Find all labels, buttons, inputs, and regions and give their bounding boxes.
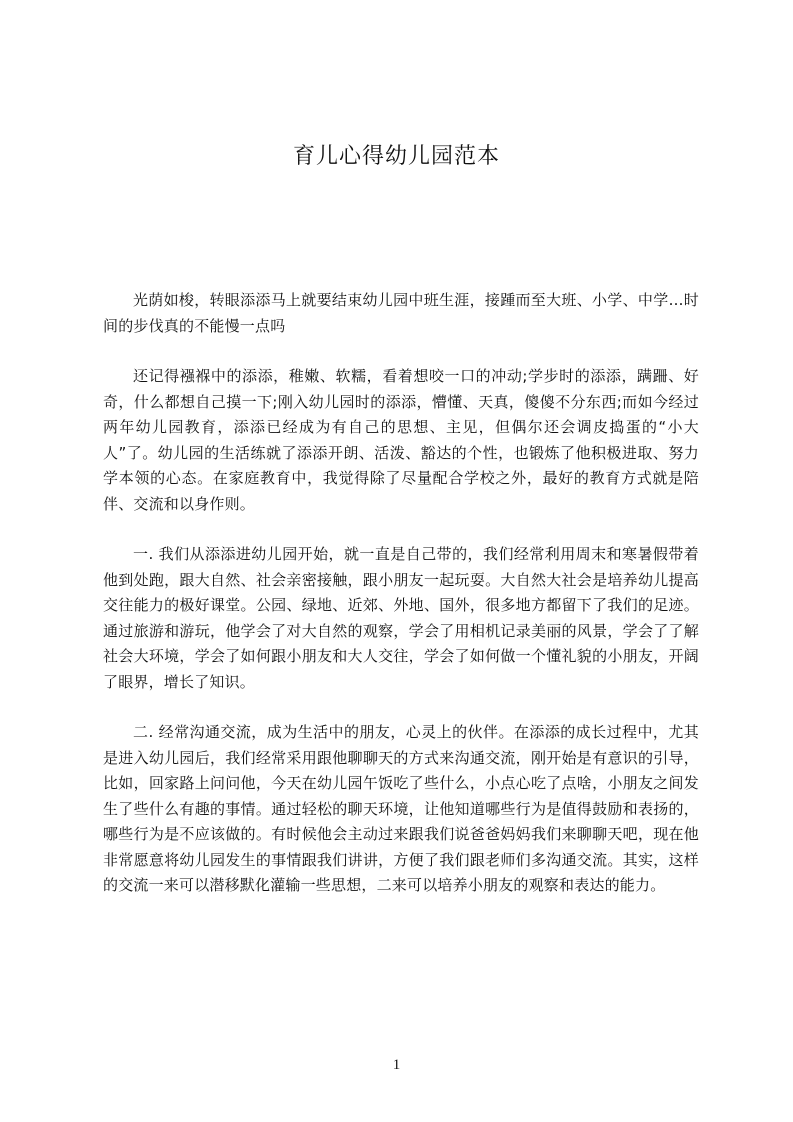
paragraph-section-two: 二. 经常沟通交流，成为生活中的朋友，心灵上的伙伴。在添添的成长过程中，尤其是进入幼儿园后，我们经常采用跟他聊聊天的方式来沟通交流，刚开始是有意识的引导，比如，回家路上问问他，今天在幼儿园午饭吃了些什么，小点心吃了点啥，小朋友之间发生了些什么有趣的事情。通过轻松的聊天环境，让他知道哪些行为是值得鼓励和表扬的，哪些行为是不应该做的。有时候他会主动过来跟我们说爸爸妈妈我们来聊聊天吧，现在他非常愿意将幼儿园发生的事情跟我们讲讲，方便了我们跟老师们多沟通交流。其实，这样的交流一来可以潜移默化灌输一些思想，二来可以培养小朋友的观察和表达的能力。 (103, 723, 699, 894)
paragraph-section-one: 一. 我们从添添进幼儿园开始，就一直是自己带的，我们经常利用周末和寒暑假带着他到处跑，跟大自然、社会亲密接触，跟小朋友一起玩耍。大自然大社会是培养幼儿提高交往能力的极好课堂。公园、绿地、近郊、外地、国外，很多地方都留下了我们的足迹。通过旅游和游玩，他学会了对大自然的观察，学会了用相机记录美丽的风景，学会了了解社会大环境，学会了如何跟小朋友和大人交往，学会了如何做一个懂礼貌的小朋友，开阔了眼界，增长了知识。 (103, 545, 699, 691)
page-number: 1 (392, 1057, 401, 1073)
paragraph-memories: 还记得襁褓中的添添，稚嫩、软糯，看着想咬一口的冲动;学步时的添添，蹒跚、好奇，什么都想自己摸一下;刚入幼儿园时的添添，懵懂、天真，傻傻不分东西;而如今经过两年幼儿园教育，添添已经成为有自己的思想、主见，但偶尔还会调皮捣蛋的“小大人”了。幼儿园的生活练就了添添开朗、活泼、豁达的个性，也锻炼了他积极进取、努力学本领的心态。在家庭教育中，我觉得除了尽量配合学校之外，最好的教育方式就是陪伴、交流和以身作则。 (103, 367, 699, 513)
document-body (103, 288, 699, 924)
document-title: 育儿心得幼儿园范本 (292, 144, 500, 169)
paragraph-intro: 光荫如梭，转眼添添马上就要结束幼儿园中班生涯，接踵而至大班、小学、中学…时间的步伐真的不能慢一点吗 (103, 291, 699, 335)
